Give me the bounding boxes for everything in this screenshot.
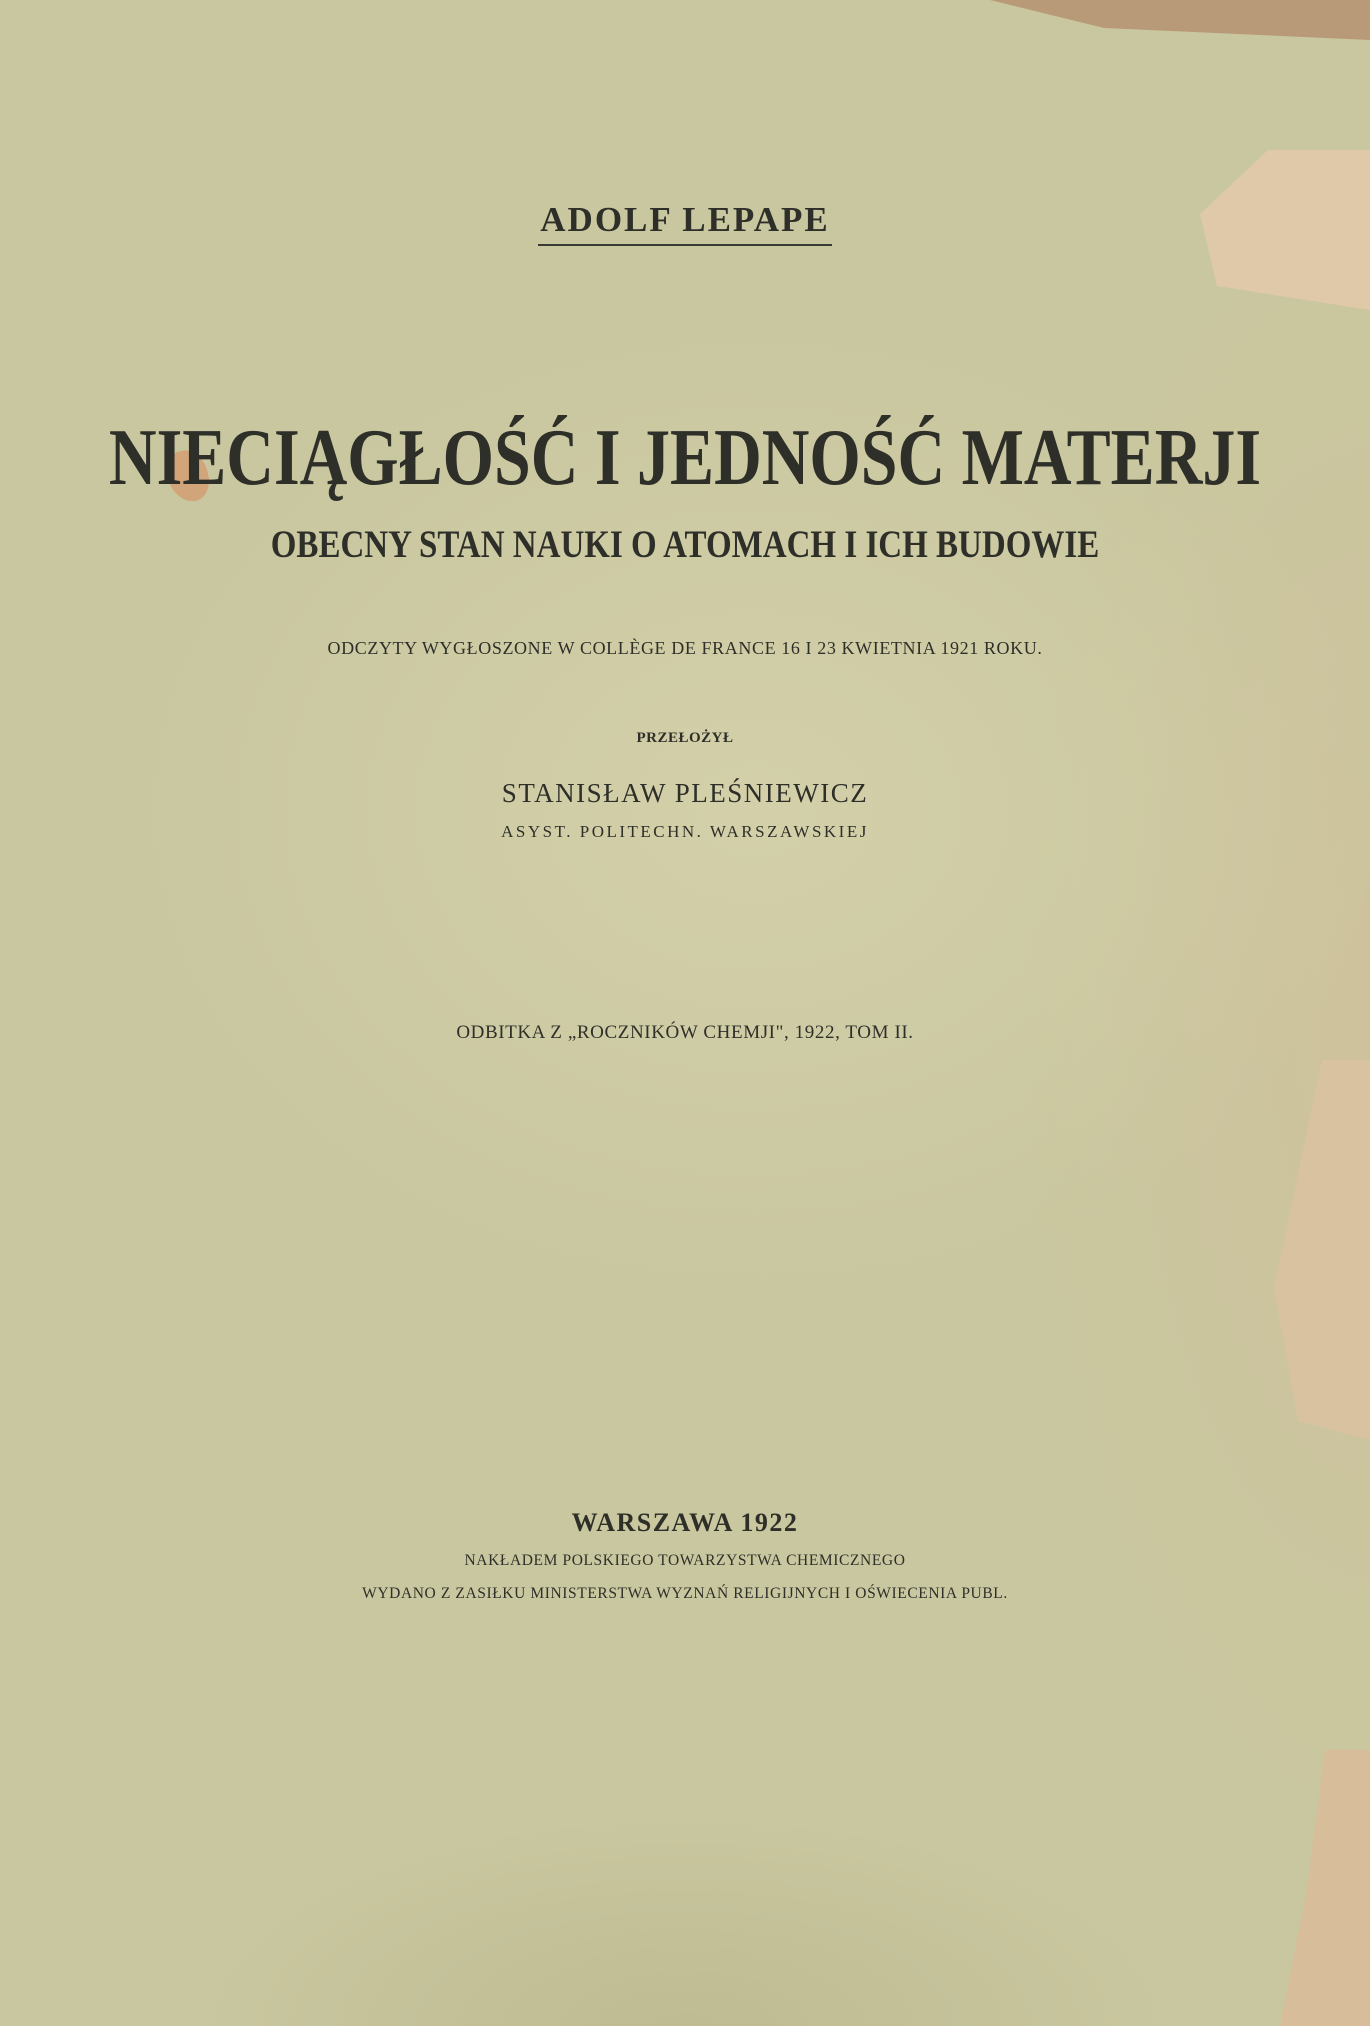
offprint-note: ODBITKA Z „ROCZNIKÓW CHEMJI", 1922, TOM II. [456, 1022, 914, 1043]
translator-name: STANISŁAW PLEŚNIEWICZ [501, 778, 869, 808]
imprint-publisher: NAKŁADEM POLSKIEGO TOWARZYSTWA CHEMICZNEGO [464, 1552, 906, 1569]
translated-by-label: PRZEŁOŻYŁ [636, 730, 734, 746]
translator-affiliation: ASYST. POLITECHN. WARSZAWSKIEJ [501, 822, 869, 841]
imprint-city-year: WARSZAWA 1922 [571, 1508, 799, 1537]
author-line [0, 200, 1370, 246]
torn-edge-lower-right [1280, 1750, 1370, 2026]
imprint-funding: WYDANO Z ZASIŁKU MINISTERSTWA WYZNAŃ RELIGIJNYCH I OŚWIECENIA PUBL. [362, 1585, 1008, 1602]
torn-edge-middle-right [1250, 1060, 1370, 1440]
book-subtitle: OBECNY STAN NAUKI O ATOMACH I ICH BUDOWIE [270, 524, 1100, 567]
torn-edge-top [990, 0, 1370, 40]
author-name: ADOLF LEPAPE [538, 200, 831, 246]
book-title: NIECIĄGŁOŚĆ I JEDNOŚĆ MATERJI [108, 413, 1262, 503]
lectures-note: ODCZYTY WYGŁOSZONE W COLLÈGE DE FRANCE 16 I 23 KWIETNIA 1921 ROKU. [327, 638, 1043, 658]
